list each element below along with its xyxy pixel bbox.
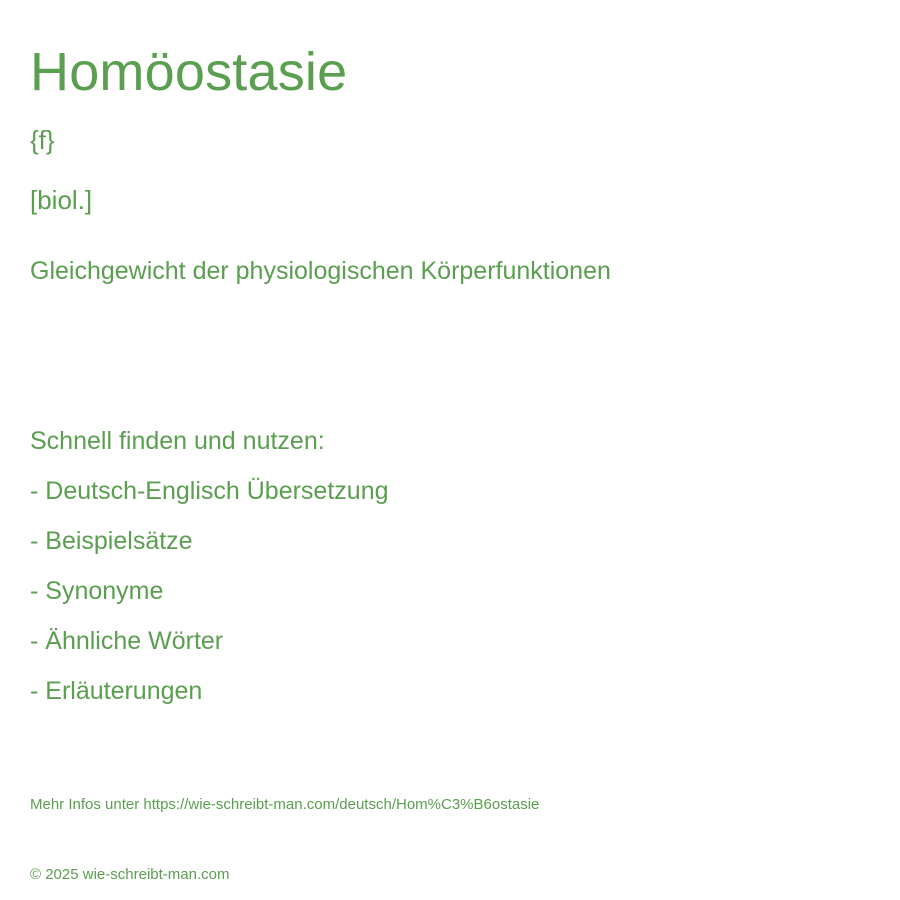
entry-card [30,0,870,900]
entry-domain: [biol.] [30,185,93,215]
more-info-link[interactable]: https://wie-schreibt-man.com/deutsch/Hom%C3%B6ostasie [143,796,540,813]
quick-access-item-similar-words: - Ähnliche Wörter [30,627,224,655]
entry-gender: {f} [30,125,55,155]
quick-access-item-explanations: - Erläuterungen [30,677,203,705]
more-info-prefix: Mehr Infos unter [30,796,144,813]
quick-access-item-example-sentences: - Beispielsätze [30,527,193,555]
entry-definition: Gleichgewicht der physiologischen Körperfunktionen [30,257,611,285]
entry-word: Homöostasie [30,42,348,102]
quick-access-list [30,475,389,725]
copyright-notice: © 2025 wie-schreibt-man.com [30,866,230,883]
more-info-line [30,795,539,815]
quick-access-heading: Schnell finden und nutzen: [30,427,325,455]
quick-access-item-translation: - Deutsch-Englisch Übersetzung [30,477,389,505]
quick-access-item-synonyms: - Synonyme [30,577,164,605]
